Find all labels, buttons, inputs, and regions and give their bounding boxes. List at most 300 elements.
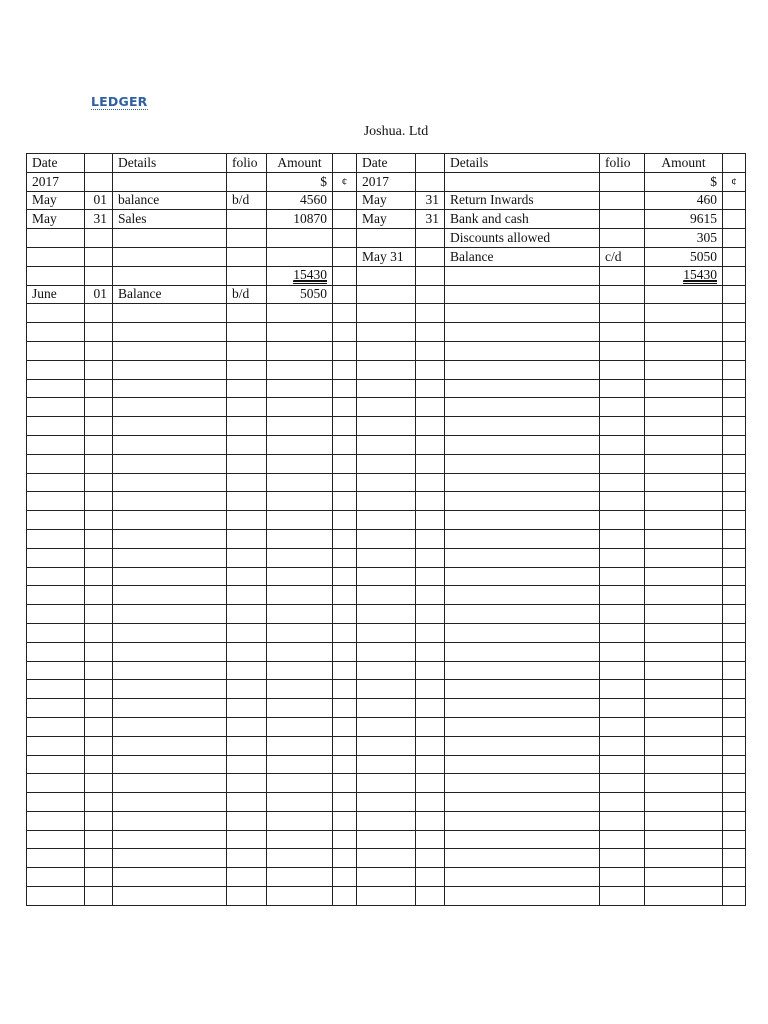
debit-cents-cell (333, 586, 357, 605)
debit-day-cell (85, 548, 113, 567)
credit-cents-cell (723, 811, 746, 830)
debit-date-cell (27, 454, 85, 473)
credit-folio-cell (600, 605, 645, 624)
credit-day-cell: 31 (416, 191, 445, 210)
debit-date-cell (27, 736, 85, 755)
debit-amount-cell (267, 642, 333, 661)
debit-date-cell (27, 887, 85, 906)
debit-amount-cell (267, 849, 333, 868)
company-name: Joshua. Ltd (363, 124, 429, 139)
credit-day-cell (416, 473, 445, 492)
debit-date-cell (27, 229, 85, 248)
credit-cents-cell (723, 680, 746, 699)
credit-day-cell (416, 492, 445, 511)
debit-cents-cell (333, 266, 357, 285)
credit-date-cell (357, 586, 416, 605)
credit-details-cell (445, 680, 600, 699)
credit-details-cell (445, 454, 600, 473)
debit-details-cell (113, 774, 227, 793)
credit-cents-cell (723, 774, 746, 793)
credit-folio-cell (600, 360, 645, 379)
credit-date-cell (357, 492, 416, 511)
credit-amount-cell (645, 492, 723, 511)
credit-folio-cell (600, 285, 645, 304)
debit-amount-cell (267, 360, 333, 379)
credit-folio-cell (600, 642, 645, 661)
debit-amount-cell (267, 717, 333, 736)
credit-date-cell (357, 774, 416, 793)
credit-folio-cell (600, 210, 645, 229)
debit-day-cell (85, 511, 113, 530)
credit-amount-cell (645, 398, 723, 417)
debit-details-cell (113, 849, 227, 868)
debit-total-amount: 15430 (293, 267, 327, 283)
credit-date-cell (357, 341, 416, 360)
credit-details-cell (445, 887, 600, 906)
debit-day-cell: 01 (85, 191, 113, 210)
credit-cents-cell (723, 341, 746, 360)
debit-amount-cell (267, 323, 333, 342)
debit-details-cell (113, 266, 227, 285)
debit-amount-cell (267, 492, 333, 511)
debit-details-cell (113, 661, 227, 680)
credit-day-cell (416, 699, 445, 718)
credit-cents-cell (723, 266, 746, 285)
debit-details-cell (113, 755, 227, 774)
credit-amount-cell (645, 360, 723, 379)
debit-details-cell (113, 435, 227, 454)
credit-day-cell (416, 323, 445, 342)
credit-day-cell (416, 623, 445, 642)
debit-folio-cell (227, 417, 267, 436)
debit-date-cell (27, 323, 85, 342)
debit-folio-cell (227, 887, 267, 906)
credit-cents-cell (723, 755, 746, 774)
credit-cents-cell (723, 360, 746, 379)
credit-amount-cell (645, 586, 723, 605)
credit-amount-cell (645, 454, 723, 473)
credit-folio-cell (600, 680, 645, 699)
debit-date-cell (27, 811, 85, 830)
debit-date-cell: 2017 (27, 172, 85, 191)
credit-amount-cell (645, 642, 723, 661)
credit-folio-cell: c/d (600, 247, 645, 266)
credit-details-cell (445, 473, 600, 492)
debit-day-cell (85, 360, 113, 379)
credit-day-cell (416, 285, 445, 304)
credit-details-cell (445, 417, 600, 436)
credit-details-cell (445, 605, 600, 624)
credit-cents-cell (723, 247, 746, 266)
credit-details-cell (445, 379, 600, 398)
credit-date-cell: May (357, 210, 416, 229)
credit-folio-cell (600, 586, 645, 605)
debit-cents-cell (333, 398, 357, 417)
debit-amount-cell: $ (267, 172, 333, 191)
credit-date-cell: May 31 (357, 247, 416, 266)
debit-folio-cell: b/d (227, 191, 267, 210)
debit-folio-cell (227, 229, 267, 248)
ledger-empty-row (27, 360, 746, 379)
credit-amount-cell (645, 304, 723, 323)
credit-amount-cell (645, 266, 723, 285)
header-folio-debit: folio (227, 154, 267, 173)
debit-amount-cell (267, 699, 333, 718)
credit-date-cell (357, 830, 416, 849)
credit-folio-cell (600, 473, 645, 492)
credit-amount-cell (645, 887, 723, 906)
debit-day-cell (85, 811, 113, 830)
debit-day-cell (85, 586, 113, 605)
ledger-row (27, 191, 746, 210)
credit-cents-cell (723, 793, 746, 812)
debit-day-cell (85, 661, 113, 680)
debit-details-cell (113, 868, 227, 887)
debit-date-cell (27, 360, 85, 379)
ledger-heading: LEDGER (91, 94, 148, 109)
debit-amount-cell: 4560 (267, 191, 333, 210)
debit-details-cell (113, 642, 227, 661)
debit-details-cell (113, 548, 227, 567)
credit-amount-cell (645, 623, 723, 642)
credit-day-cell (416, 586, 445, 605)
credit-amount-cell (645, 548, 723, 567)
credit-amount-cell (645, 511, 723, 530)
debit-cents-cell (333, 210, 357, 229)
debit-cents-cell (333, 473, 357, 492)
credit-folio-cell (600, 492, 645, 511)
credit-day-cell (416, 755, 445, 774)
credit-day-cell (416, 680, 445, 699)
credit-date-cell (357, 642, 416, 661)
header-folio-credit: folio (600, 154, 645, 173)
debit-day-cell (85, 323, 113, 342)
credit-cents-cell (723, 887, 746, 906)
credit-date-cell (357, 849, 416, 868)
credit-details-cell (445, 341, 600, 360)
ledger-empty-row (27, 511, 746, 530)
credit-details-cell: Discounts allowed (445, 229, 600, 248)
credit-folio-cell (600, 341, 645, 360)
debit-amount-cell (267, 736, 333, 755)
debit-day-cell: 31 (85, 210, 113, 229)
credit-day-cell (416, 811, 445, 830)
debit-details-cell (113, 699, 227, 718)
debit-day-cell (85, 473, 113, 492)
debit-cents-cell (333, 736, 357, 755)
debit-day-cell (85, 379, 113, 398)
debit-amount-cell (267, 379, 333, 398)
debit-folio-cell (227, 548, 267, 567)
debit-amount-cell (267, 605, 333, 624)
ledger-empty-row (27, 849, 746, 868)
debit-folio-cell (227, 398, 267, 417)
header-cents-debit (333, 154, 357, 173)
debit-date-cell (27, 661, 85, 680)
credit-details-cell (445, 774, 600, 793)
debit-details-cell (113, 323, 227, 342)
debit-details-cell (113, 567, 227, 586)
debit-day-cell (85, 717, 113, 736)
debit-cents-cell (333, 642, 357, 661)
credit-cents-cell (723, 868, 746, 887)
credit-folio-cell (600, 417, 645, 436)
credit-details-cell (445, 811, 600, 830)
credit-amount-cell (645, 435, 723, 454)
credit-cents-cell (723, 210, 746, 229)
ledger-empty-row (27, 398, 746, 417)
debit-cents-cell (333, 247, 357, 266)
debit-details-cell (113, 887, 227, 906)
credit-day-cell (416, 529, 445, 548)
credit-cents-cell (723, 398, 746, 417)
ledger-empty-row (27, 548, 746, 567)
ledger-empty-row (27, 304, 746, 323)
credit-details-cell (445, 529, 600, 548)
debit-amount-cell (267, 435, 333, 454)
debit-details-cell (113, 304, 227, 323)
credit-details-cell (445, 492, 600, 511)
debit-amount-cell (267, 548, 333, 567)
debit-amount-cell (267, 473, 333, 492)
credit-cents-cell (723, 586, 746, 605)
credit-cents-cell (723, 492, 746, 511)
debit-folio-cell: b/d (227, 285, 267, 304)
debit-date-cell (27, 717, 85, 736)
debit-folio-cell (227, 699, 267, 718)
credit-details-cell (445, 266, 600, 285)
debit-details-cell (113, 172, 227, 191)
credit-folio-cell (600, 699, 645, 718)
header-details-debit: Details (113, 154, 227, 173)
credit-date-cell (357, 661, 416, 680)
debit-amount-cell (267, 229, 333, 248)
credit-amount-cell (645, 323, 723, 342)
credit-date-cell (357, 285, 416, 304)
debit-folio-cell (227, 454, 267, 473)
credit-day-cell (416, 172, 445, 191)
debit-cents-cell: ¢ (333, 172, 357, 191)
debit-details-cell: Sales (113, 210, 227, 229)
debit-details-cell (113, 360, 227, 379)
debit-date-cell (27, 680, 85, 699)
credit-amount-cell (645, 567, 723, 586)
header-day-debit (85, 154, 113, 173)
debit-cents-cell (333, 830, 357, 849)
debit-amount-cell (267, 887, 333, 906)
ledger-table (26, 153, 746, 906)
credit-amount-cell (645, 285, 723, 304)
debit-details-cell (113, 511, 227, 530)
credit-date-cell (357, 417, 416, 436)
header-amount-credit: Amount (645, 154, 723, 173)
debit-date-cell: May (27, 191, 85, 210)
ledger-empty-row (27, 492, 746, 511)
credit-folio-cell (600, 304, 645, 323)
debit-details-cell (113, 417, 227, 436)
credit-cents-cell (723, 699, 746, 718)
credit-cents-cell (723, 661, 746, 680)
debit-folio-cell (227, 210, 267, 229)
debit-cents-cell (333, 285, 357, 304)
credit-cents-cell (723, 304, 746, 323)
debit-amount-cell (267, 774, 333, 793)
debit-day-cell (85, 793, 113, 812)
debit-date-cell (27, 605, 85, 624)
debit-folio-cell (227, 868, 267, 887)
credit-date-cell (357, 699, 416, 718)
debit-day-cell (85, 868, 113, 887)
debit-day-cell (85, 435, 113, 454)
debit-day-cell (85, 680, 113, 699)
debit-details-cell (113, 398, 227, 417)
debit-day-cell (85, 454, 113, 473)
debit-amount-cell (267, 586, 333, 605)
credit-date-cell (357, 811, 416, 830)
debit-cents-cell (333, 229, 357, 248)
header-day-credit (416, 154, 445, 173)
ledger-empty-row (27, 642, 746, 661)
debit-folio-cell (227, 341, 267, 360)
debit-date-cell (27, 511, 85, 530)
debit-date-cell (27, 529, 85, 548)
ledger-empty-row (27, 680, 746, 699)
credit-cents-cell (723, 379, 746, 398)
debit-details-cell: balance (113, 191, 227, 210)
credit-amount-cell (645, 341, 723, 360)
debit-folio-cell (227, 793, 267, 812)
debit-details-cell (113, 586, 227, 605)
credit-amount-cell (645, 605, 723, 624)
credit-day-cell (416, 247, 445, 266)
debit-cents-cell (333, 849, 357, 868)
debit-amount-cell (267, 567, 333, 586)
debit-cents-cell (333, 304, 357, 323)
credit-folio-cell (600, 793, 645, 812)
ledger-empty-row (27, 887, 746, 906)
debit-day-cell (85, 887, 113, 906)
debit-cents-cell (333, 511, 357, 530)
debit-day-cell (85, 755, 113, 774)
debit-cents-cell (333, 868, 357, 887)
debit-amount-cell (267, 811, 333, 830)
credit-cents-cell (723, 830, 746, 849)
credit-amount-cell (645, 736, 723, 755)
credit-folio-cell (600, 774, 645, 793)
credit-day-cell (416, 887, 445, 906)
credit-day-cell (416, 435, 445, 454)
debit-day-cell (85, 417, 113, 436)
debit-details-cell (113, 454, 227, 473)
debit-amount-cell (267, 623, 333, 642)
credit-amount-cell (645, 793, 723, 812)
credit-date-cell (357, 567, 416, 586)
ledger-empty-row (27, 699, 746, 718)
credit-folio-cell (600, 736, 645, 755)
credit-details-cell: Bank and cash (445, 210, 600, 229)
credit-cents-cell (723, 567, 746, 586)
credit-date-cell (357, 229, 416, 248)
debit-folio-cell (227, 323, 267, 342)
debit-amount-cell (267, 529, 333, 548)
debit-details-cell (113, 492, 227, 511)
debit-folio-cell (227, 811, 267, 830)
debit-cents-cell (333, 605, 357, 624)
ledger-empty-row (27, 341, 746, 360)
credit-folio-cell (600, 323, 645, 342)
credit-details-cell (445, 830, 600, 849)
debit-details-cell (113, 605, 227, 624)
header-cents-credit (723, 154, 746, 173)
ledger-empty-row (27, 661, 746, 680)
debit-folio-cell (227, 680, 267, 699)
credit-details-cell (445, 699, 600, 718)
debit-date-cell (27, 247, 85, 266)
credit-date-cell (357, 736, 416, 755)
debit-amount-cell (267, 755, 333, 774)
credit-folio-cell (600, 379, 645, 398)
debit-details-cell (113, 379, 227, 398)
credit-details-cell (445, 736, 600, 755)
debit-date-cell (27, 849, 85, 868)
debit-date-cell: June (27, 285, 85, 304)
debit-date-cell (27, 417, 85, 436)
credit-folio-cell (600, 454, 645, 473)
debit-date-cell (27, 699, 85, 718)
ledger-empty-row (27, 323, 746, 342)
debit-day-cell (85, 172, 113, 191)
debit-date-cell (27, 774, 85, 793)
debit-date-cell (27, 642, 85, 661)
debit-date-cell (27, 567, 85, 586)
credit-details-cell (445, 567, 600, 586)
debit-day-cell: 01 (85, 285, 113, 304)
credit-amount-cell (645, 417, 723, 436)
credit-folio-cell (600, 398, 645, 417)
debit-details-cell (113, 793, 227, 812)
debit-cents-cell (333, 191, 357, 210)
debit-date-cell (27, 623, 85, 642)
credit-folio-cell (600, 435, 645, 454)
ledger-empty-row (27, 774, 746, 793)
debit-folio-cell (227, 266, 267, 285)
credit-folio-cell (600, 755, 645, 774)
debit-folio-cell (227, 172, 267, 191)
debit-details-cell (113, 623, 227, 642)
credit-details-cell (445, 586, 600, 605)
credit-details-cell: Balance (445, 247, 600, 266)
credit-date-cell (357, 793, 416, 812)
credit-cents-cell (723, 717, 746, 736)
credit-day-cell (416, 736, 445, 755)
debit-day-cell (85, 774, 113, 793)
ledger-row (27, 229, 746, 248)
debit-cents-cell (333, 360, 357, 379)
credit-folio-cell (600, 868, 645, 887)
debit-folio-cell (227, 567, 267, 586)
credit-details-cell (445, 868, 600, 887)
credit-cents-cell (723, 435, 746, 454)
credit-cents-cell (723, 548, 746, 567)
debit-day-cell (85, 623, 113, 642)
credit-date-cell (357, 717, 416, 736)
credit-details-cell (445, 398, 600, 417)
credit-cents-cell (723, 511, 746, 530)
credit-folio-cell (600, 172, 645, 191)
ledger-row (27, 172, 746, 191)
debit-details-cell (113, 473, 227, 492)
credit-folio-cell (600, 266, 645, 285)
